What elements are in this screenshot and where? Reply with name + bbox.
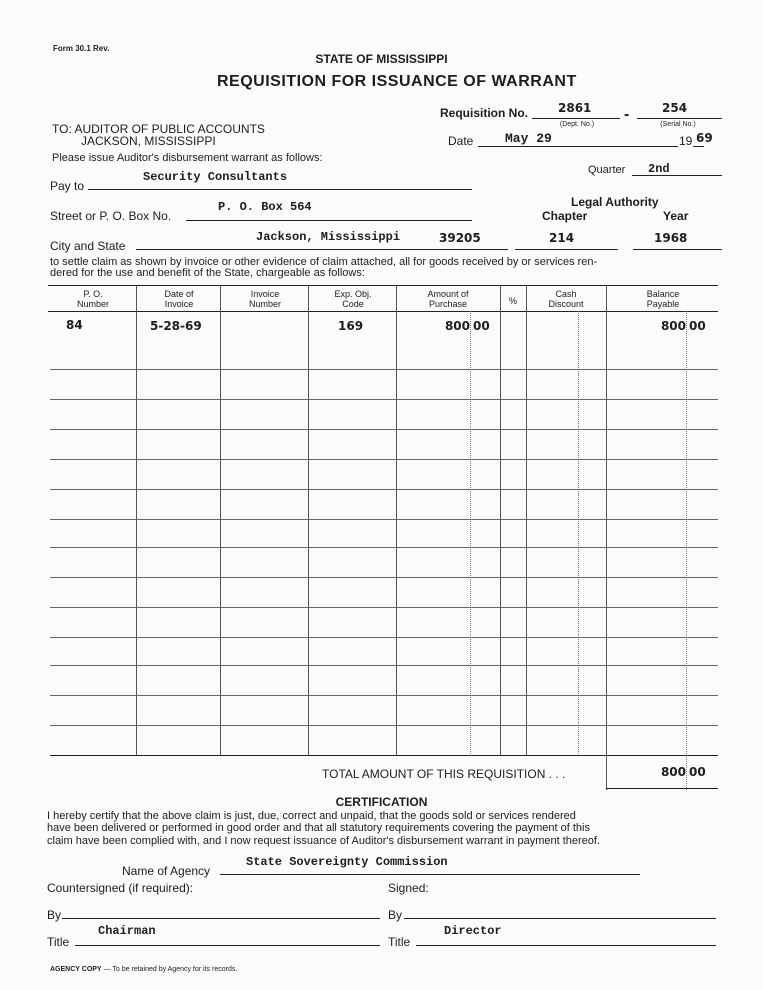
zip-code: 39205 [439, 231, 481, 245]
agency-copy-label: AGENCY COPY [50, 966, 102, 973]
year-suffix: 69 [696, 131, 713, 145]
header-balance-payable: Balance Payable [646, 289, 680, 309]
chapter-value: 214 [549, 231, 575, 245]
footer [50, 966, 237, 973]
header-amount-of-purchase: Amount of Purchase [427, 289, 469, 309]
street-label: Street or P. O. Box No. [50, 209, 172, 223]
title-label-right: Title [388, 935, 411, 949]
countersigned-label: Countersigned (if required): [47, 881, 194, 895]
row-amount-cents: 00 [473, 319, 490, 333]
quarter-value: 2nd [648, 162, 670, 176]
total-dollars: 800 [660, 765, 686, 779]
year-label: Year [663, 209, 689, 223]
instruction-text: Please issue Auditor's disbursement warrant as follows: [52, 152, 323, 164]
header-invoice-number: Invoice Number [248, 289, 281, 309]
signed-label: Signed: [388, 881, 429, 895]
agency-name-label: Name of Agency [122, 864, 211, 878]
total-label: TOTAL AMOUNT OF THIS REQUISITION . . . [322, 767, 566, 781]
header-cash-discount: Cash Discount [548, 289, 584, 309]
serial-caption: (Serial No.) [660, 121, 696, 128]
header-percent: % [508, 296, 517, 306]
date-label: Date [448, 134, 474, 148]
agency-name-value: State Sovereignty Commission [246, 855, 448, 869]
pay-to-label: Pay to [50, 179, 85, 193]
street-value: P. O. Box 564 [218, 200, 312, 214]
title-value-left: Chairman [98, 924, 156, 938]
row-amount-dollars: 800 [444, 319, 470, 333]
certification-line1: I hereby certify that the above claim is just, due, correct and unpaid, that the goods sold or services rendered [47, 810, 576, 822]
by-label-right: By [388, 908, 403, 922]
chapter-label: Chapter [542, 209, 588, 223]
city-value: Jackson, Mississippi [256, 230, 401, 244]
serial-number: 254 [662, 101, 688, 115]
agency-copy-note: — To be retained by Agency for its records. [103, 966, 238, 973]
settle-text-line2: dered for the use and benefit of the State, chargeable as follows: [50, 267, 365, 279]
date-value: May 29 [505, 131, 552, 146]
row-balance-dollars: 800 [660, 319, 686, 333]
requisition-label: Requisition No. [440, 106, 528, 120]
dept-number: 2861 [558, 101, 592, 115]
year-value: 1968 [654, 231, 688, 245]
pay-to-value: Security Consultants [143, 170, 288, 184]
row-exp-obj-code: 169 [338, 319, 364, 333]
dept-caption: (Dept. No.) [559, 121, 595, 128]
title-label-left: Title [47, 935, 70, 949]
row-balance-cents: 00 [689, 319, 706, 333]
title-value-right: Director [444, 924, 502, 938]
header-date-of-invoice: Date of Invoice [164, 289, 194, 309]
row-date-of-invoice: 5-28-69 [150, 319, 202, 333]
quarter-label: Quarter [588, 164, 626, 176]
state-heading: STATE OF MISSISSIPPI [315, 52, 448, 66]
legal-authority-label: Legal Authority [571, 195, 659, 209]
total-cents: 00 [689, 765, 706, 779]
addressee-line1: TO: AUDITOR OF PUBLIC ACCOUNTS [52, 122, 265, 136]
header-exp-obj-code: Exp. Obj. Code [334, 289, 372, 309]
settle-text-line1: to settle claim as shown by invoice or other evidence of claim attached, all for goods received by or services ren- [50, 256, 598, 268]
addressee-line2: JACKSON, MISSISSIPPI [81, 134, 216, 148]
form-number: Form 30.1 Rev. [53, 44, 110, 53]
city-label: City and State [50, 239, 126, 253]
certification-heading: CERTIFICATION [335, 795, 428, 809]
certification-line3: claim have been complied with, and I now request issuance of Auditor's disbursement warrant in payment thereof. [47, 835, 601, 847]
by-label-left: By [47, 908, 62, 922]
certification-line2: have been delivered or performed in good order and that all statutory requirements covering the payment of this [47, 822, 590, 834]
year-prefix: 19 [679, 134, 693, 148]
page-title: REQUISITION FOR ISSUANCE OF WARRANT [217, 73, 577, 90]
row-po-number: 84 [66, 318, 83, 332]
header-po-number: P. O. Number [76, 289, 109, 309]
